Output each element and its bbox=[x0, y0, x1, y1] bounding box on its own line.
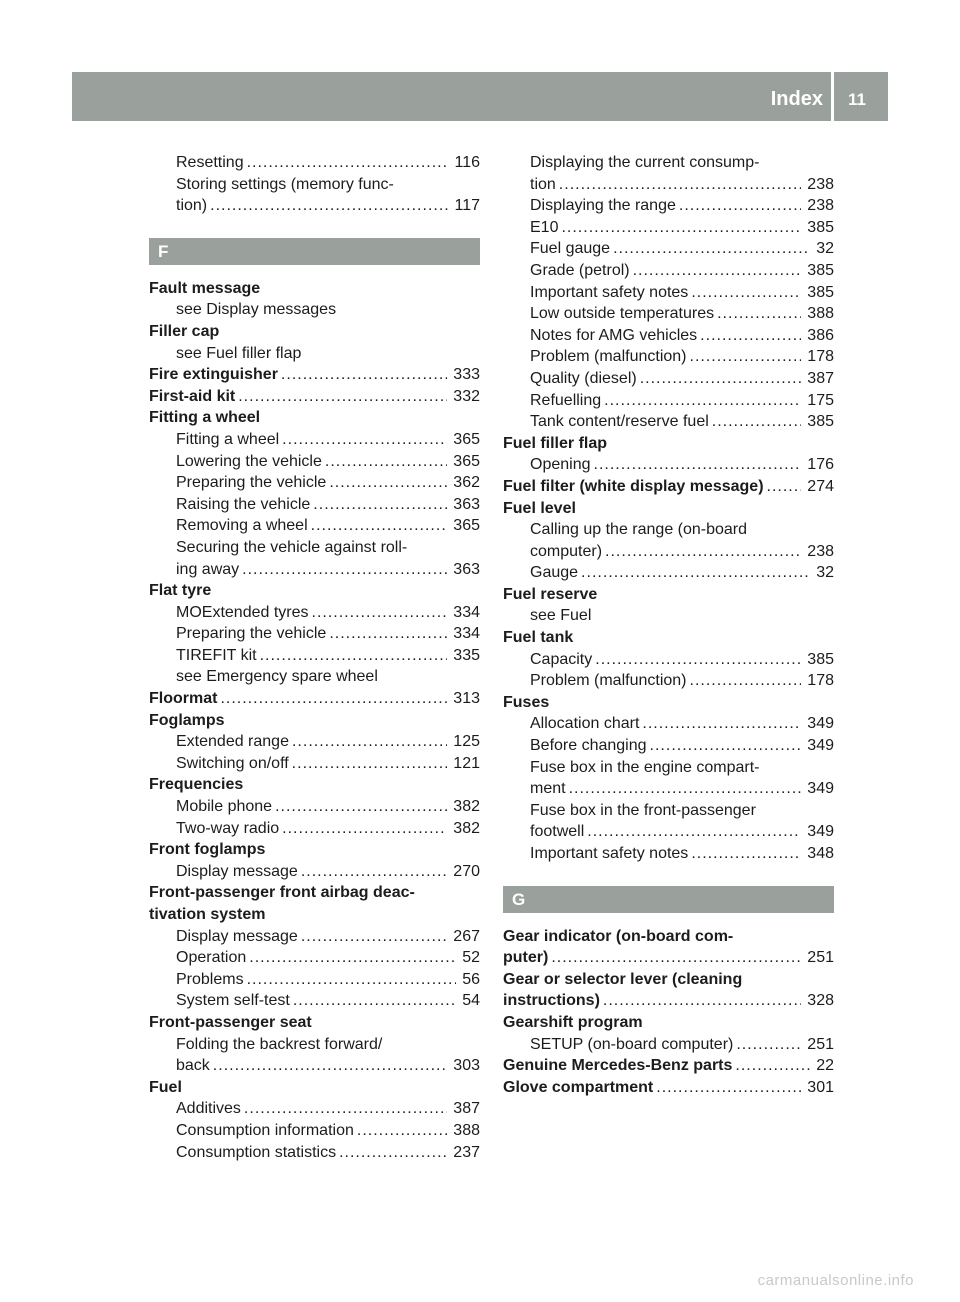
dot-leader bbox=[594, 454, 802, 476]
index-subentry[interactable] bbox=[149, 645, 480, 667]
dot-leader bbox=[312, 602, 448, 624]
index-subentry[interactable] bbox=[503, 454, 834, 476]
entry-label: Additives bbox=[176, 1100, 241, 1118]
dot-leader bbox=[213, 1055, 448, 1077]
entry-label: SETUP (on-board computer) bbox=[530, 1035, 734, 1053]
entry-label: tion) bbox=[176, 197, 208, 215]
entry-label: Front-passenger seat bbox=[149, 1013, 312, 1031]
dot-leader bbox=[569, 778, 802, 800]
entry-label: Fuel reserve bbox=[503, 585, 598, 603]
index-entry bbox=[149, 278, 480, 300]
index-subentry bbox=[149, 299, 480, 321]
entry-page-number[interactable]: 349 bbox=[807, 737, 834, 755]
index-subentry[interactable] bbox=[149, 796, 480, 818]
index-subentry[interactable] bbox=[503, 735, 834, 757]
dot-leader bbox=[656, 1077, 801, 1099]
index-subentry[interactable] bbox=[149, 494, 480, 516]
entry-label: Fuel tank bbox=[503, 629, 574, 647]
entry-label: Glove compartment bbox=[503, 1078, 654, 1096]
entry-label: see Fuel filler flap bbox=[176, 344, 302, 362]
index-subentry bbox=[149, 666, 480, 688]
index-subentry bbox=[149, 1034, 480, 1056]
index-column-right bbox=[503, 152, 834, 1098]
entry-label: Fuel level bbox=[503, 499, 576, 517]
index-subentry bbox=[149, 343, 480, 365]
entry-page-number[interactable]: 274 bbox=[807, 477, 834, 495]
entry-label: computer) bbox=[530, 542, 603, 560]
entry-label: puter) bbox=[503, 949, 549, 967]
index-subentry[interactable] bbox=[149, 731, 480, 753]
entry-page-number[interactable]: 385 bbox=[807, 261, 834, 279]
index-subentry[interactable] bbox=[503, 303, 834, 325]
index-subentry[interactable] bbox=[503, 238, 834, 260]
entry-label: Display message bbox=[176, 927, 298, 945]
dot-leader bbox=[247, 969, 457, 991]
index-subentry[interactable] bbox=[503, 174, 834, 196]
index-entry[interactable] bbox=[149, 386, 480, 408]
index-subentry[interactable] bbox=[149, 429, 480, 451]
index-entry bbox=[503, 926, 834, 948]
index-entry bbox=[149, 882, 480, 904]
entry-label: Gauge bbox=[530, 564, 579, 582]
index-entry bbox=[149, 407, 480, 429]
entry-label: E10 bbox=[530, 218, 559, 236]
index-entry bbox=[503, 1012, 834, 1034]
index-subentry[interactable] bbox=[149, 1055, 480, 1077]
entry-label: Low outside temperatures bbox=[530, 305, 715, 323]
index-subentry[interactable] bbox=[503, 217, 834, 239]
entry-label: Extended range bbox=[176, 733, 289, 751]
index-entry bbox=[149, 839, 480, 861]
index-subentry bbox=[503, 519, 834, 541]
entry-label: Gear or selector lever (cleaning bbox=[503, 970, 743, 988]
entry-label: MOExtended tyres bbox=[176, 603, 309, 621]
entry-label: ment bbox=[530, 780, 566, 798]
dot-leader bbox=[736, 1034, 801, 1056]
index-subentry[interactable] bbox=[149, 623, 480, 645]
entry-label: Filler cap bbox=[149, 322, 220, 340]
entry-page-number[interactable]: 238 bbox=[807, 542, 834, 560]
entry-label: Lowering the vehicle bbox=[176, 452, 322, 470]
entry-label: Important safety notes bbox=[530, 283, 689, 301]
entry-label: Opening bbox=[530, 456, 591, 474]
entry-page-number[interactable]: 385 bbox=[807, 413, 834, 431]
dot-leader bbox=[238, 386, 447, 408]
entry-page-number[interactable]: 237 bbox=[453, 1143, 480, 1161]
entry-page-number[interactable]: 267 bbox=[453, 927, 480, 945]
index-entry bbox=[503, 969, 834, 991]
entry-label: Fuse box in the engine compart- bbox=[530, 758, 760, 776]
dot-leader bbox=[301, 926, 447, 948]
index-entry bbox=[503, 627, 834, 649]
entry-label: back bbox=[176, 1057, 210, 1075]
index-subentry[interactable] bbox=[503, 1034, 834, 1056]
entry-label: see Display messages bbox=[176, 301, 337, 319]
entry-label: Grade (petrol) bbox=[530, 261, 630, 279]
index-entry[interactable] bbox=[503, 1055, 834, 1077]
entry-page-number[interactable]: 349 bbox=[807, 780, 834, 798]
dot-leader bbox=[282, 429, 447, 451]
entry-page-number[interactable]: 349 bbox=[807, 823, 834, 841]
entry-page-number[interactable]: 385 bbox=[807, 283, 834, 301]
entry-page-number[interactable]: 334 bbox=[453, 625, 480, 643]
index-subentry[interactable] bbox=[149, 451, 480, 473]
index-subentry[interactable] bbox=[503, 368, 834, 390]
entry-page-number[interactable]: 32 bbox=[816, 564, 834, 582]
entry-label: Important safety notes bbox=[530, 845, 689, 862]
entry-page-number[interactable]: 178 bbox=[807, 672, 834, 690]
entry-label: Fuel gauge bbox=[530, 240, 611, 258]
index-entry bbox=[149, 321, 480, 343]
dot-leader bbox=[325, 451, 447, 473]
index-entry bbox=[149, 1077, 480, 1099]
dot-leader bbox=[242, 559, 447, 581]
entry-label: Removing a wheel bbox=[176, 517, 308, 535]
entry-page-number[interactable]: 365 bbox=[453, 517, 480, 535]
dot-leader bbox=[329, 472, 447, 494]
index-subentry bbox=[149, 174, 480, 196]
dot-leader bbox=[679, 195, 801, 217]
entry-page-number[interactable]: 385 bbox=[807, 650, 834, 668]
index-subentry[interactable] bbox=[149, 1120, 480, 1142]
entry-label: Gear indicator (on-board com- bbox=[503, 927, 734, 945]
entry-label: instructions) bbox=[503, 992, 600, 1010]
entry-label: Displaying the current consump- bbox=[530, 154, 760, 171]
entry-label: Problem (malfunction) bbox=[530, 348, 687, 366]
entry-page-number[interactable]: 22 bbox=[816, 1057, 834, 1075]
index-subentry[interactable] bbox=[503, 325, 834, 347]
index-subentry[interactable] bbox=[503, 649, 834, 671]
entry-page-number[interactable]: 238 bbox=[807, 175, 834, 193]
index-subentry[interactable] bbox=[503, 713, 834, 735]
index-subentry[interactable] bbox=[149, 926, 480, 948]
index-subentry[interactable] bbox=[149, 969, 480, 991]
entry-label: Floormat bbox=[149, 690, 218, 708]
entry-label: Preparing the vehicle bbox=[176, 474, 327, 492]
entry-page-number[interactable]: 251 bbox=[807, 1035, 834, 1053]
index-subentry[interactable] bbox=[149, 559, 480, 581]
dot-leader bbox=[691, 282, 801, 304]
index-subentry[interactable] bbox=[503, 778, 834, 800]
dot-leader bbox=[551, 947, 801, 969]
dot-leader bbox=[613, 238, 810, 260]
entry-page-number[interactable]: 363 bbox=[453, 495, 480, 513]
index-entry bbox=[149, 904, 480, 926]
entry-label: Fault message bbox=[149, 279, 261, 297]
entry-label: Displaying the range bbox=[530, 197, 676, 215]
entry-page-number[interactable]: 238 bbox=[807, 197, 834, 215]
index-subentry[interactable] bbox=[149, 753, 480, 775]
index-entry bbox=[503, 584, 834, 606]
entry-page-number[interactable]: 382 bbox=[453, 819, 480, 837]
entry-label: Problems bbox=[176, 970, 244, 988]
page-number: 11 bbox=[848, 90, 866, 109]
entry-page-number[interactable]: 328 bbox=[807, 992, 834, 1010]
index-entry[interactable] bbox=[503, 476, 834, 498]
entry-page-number[interactable]: 313 bbox=[453, 690, 480, 708]
index-subentry[interactable] bbox=[503, 411, 834, 433]
dot-leader bbox=[311, 515, 448, 537]
entry-page-number[interactable]: 251 bbox=[807, 949, 834, 967]
dot-leader bbox=[767, 476, 802, 498]
index-subentry[interactable] bbox=[503, 821, 834, 843]
index-subentry[interactable] bbox=[503, 541, 834, 563]
index-subentry[interactable] bbox=[149, 602, 480, 624]
entry-page-number[interactable]: 388 bbox=[453, 1121, 480, 1139]
entry-page-number[interactable]: 125 bbox=[453, 733, 480, 751]
entry-label: tion bbox=[530, 175, 556, 193]
index-subentry[interactable] bbox=[149, 1142, 480, 1164]
dot-leader bbox=[595, 649, 801, 671]
dot-leader bbox=[561, 217, 801, 239]
dot-leader bbox=[640, 368, 802, 390]
dot-leader bbox=[244, 1098, 447, 1120]
dot-leader bbox=[587, 821, 801, 843]
index-subentry[interactable] bbox=[149, 195, 480, 217]
entry-label: Gearshift program bbox=[503, 1013, 643, 1031]
header-title: Index bbox=[770, 88, 823, 110]
entry-page-number[interactable]: 178 bbox=[807, 348, 834, 366]
dot-leader bbox=[650, 735, 802, 757]
entry-page-number[interactable]: 333 bbox=[453, 366, 480, 384]
index-column-left bbox=[149, 152, 480, 1163]
index-subentry[interactable] bbox=[503, 282, 834, 304]
dot-leader bbox=[690, 346, 802, 368]
index-entry[interactable] bbox=[503, 990, 834, 1012]
dot-leader bbox=[357, 1120, 447, 1142]
entry-label: Fuses bbox=[503, 693, 550, 711]
dot-leader bbox=[339, 1142, 447, 1164]
entry-page-number[interactable]: 388 bbox=[807, 305, 834, 323]
entry-label: Capacity bbox=[530, 650, 593, 668]
entry-label: Mobile phone bbox=[176, 798, 273, 816]
index-entry[interactable] bbox=[149, 688, 480, 710]
entry-label: Raising the vehicle bbox=[176, 495, 311, 513]
entry-label: see Fuel bbox=[530, 607, 592, 625]
dot-leader bbox=[260, 645, 448, 667]
entry-page-number[interactable]: 303 bbox=[453, 1057, 480, 1075]
entry-page-number[interactable]: 301 bbox=[807, 1078, 834, 1096]
entry-label: Display message bbox=[176, 862, 298, 880]
entry-label: Resetting bbox=[176, 154, 244, 171]
entry-label: Before changing bbox=[530, 737, 647, 755]
entry-label: Switching on/off bbox=[176, 754, 289, 772]
entry-label: Storing settings (memory func- bbox=[176, 175, 394, 193]
dot-leader bbox=[603, 990, 801, 1012]
entry-label: Fitting a wheel bbox=[149, 409, 261, 427]
entry-page-number[interactable]: 52 bbox=[462, 949, 480, 967]
header-separator bbox=[831, 72, 834, 121]
entry-label: Fuel filter (white display message) bbox=[503, 477, 764, 495]
index-entry bbox=[503, 433, 834, 455]
footer-watermark: carmanualsonline.info bbox=[757, 1272, 914, 1289]
index-subentry bbox=[503, 757, 834, 779]
dot-leader bbox=[247, 152, 449, 174]
entry-label: Problem (malfunction) bbox=[530, 672, 687, 690]
dot-leader bbox=[690, 670, 802, 692]
entry-page-number[interactable]: 176 bbox=[807, 456, 834, 474]
index-subentry[interactable] bbox=[149, 472, 480, 494]
dot-leader bbox=[717, 303, 801, 325]
dot-leader bbox=[275, 796, 447, 818]
entry-page-number[interactable]: 332 bbox=[453, 387, 480, 405]
entry-label: Fuel bbox=[149, 1078, 182, 1096]
section-header: F bbox=[149, 238, 480, 265]
dot-leader bbox=[735, 1055, 810, 1077]
index-entry bbox=[149, 1012, 480, 1034]
entry-label: footwell bbox=[530, 823, 585, 841]
dot-leader bbox=[691, 843, 801, 865]
index-subentry[interactable] bbox=[149, 152, 480, 174]
dot-leader bbox=[220, 688, 447, 710]
index-entry[interactable] bbox=[503, 1077, 834, 1099]
entry-page-number[interactable]: 334 bbox=[453, 603, 480, 621]
index-subentry[interactable] bbox=[149, 515, 480, 537]
index-subentry bbox=[149, 537, 480, 559]
entry-label: Folding the backrest forward/ bbox=[176, 1035, 383, 1053]
entry-page-number[interactable]: 363 bbox=[453, 560, 480, 578]
index-subentry[interactable] bbox=[149, 1098, 480, 1120]
index-entry bbox=[149, 774, 480, 796]
dot-leader bbox=[281, 364, 447, 386]
index-subentry[interactable] bbox=[149, 947, 480, 969]
entry-page-number[interactable]: 32 bbox=[816, 240, 834, 258]
dot-leader bbox=[581, 562, 810, 584]
entry-page-number[interactable]: 270 bbox=[453, 862, 480, 880]
entry-page-number[interactable]: 365 bbox=[453, 452, 480, 470]
entry-label: Foglamps bbox=[149, 711, 225, 729]
entry-label: Refuelling bbox=[530, 391, 602, 409]
entry-page-number[interactable]: 348 bbox=[807, 845, 834, 862]
index-subentry[interactable] bbox=[503, 670, 834, 692]
entry-label: Allocation chart bbox=[530, 715, 640, 733]
dot-leader bbox=[313, 494, 447, 516]
entry-label: Fire extinguisher bbox=[149, 366, 278, 384]
entry-label: Fuse box in the front-passenger bbox=[530, 801, 756, 819]
entry-label: Fuel filler flap bbox=[503, 434, 608, 452]
index-subentry[interactable] bbox=[149, 990, 480, 1012]
index-subentry[interactable] bbox=[503, 562, 834, 584]
dot-leader bbox=[249, 947, 456, 969]
dot-leader bbox=[292, 731, 447, 753]
entry-page-number[interactable]: 387 bbox=[453, 1100, 480, 1118]
index-subentry[interactable] bbox=[503, 346, 834, 368]
entry-label: Two-way radio bbox=[176, 819, 280, 837]
entry-label: Notes for AMG vehicles bbox=[530, 326, 698, 344]
index-subentry[interactable] bbox=[503, 260, 834, 282]
index-entry[interactable] bbox=[149, 364, 480, 386]
entry-label: System self-test bbox=[176, 992, 290, 1010]
entry-page-number[interactable]: 385 bbox=[807, 218, 834, 236]
entry-page-number[interactable]: 386 bbox=[807, 326, 834, 344]
dot-leader bbox=[293, 990, 456, 1012]
entry-page-number[interactable]: 349 bbox=[807, 715, 834, 733]
dot-leader bbox=[292, 753, 448, 775]
entry-label: Genuine Mercedes-Benz parts bbox=[503, 1057, 733, 1075]
entry-page-number[interactable]: 54 bbox=[462, 992, 480, 1010]
dot-leader bbox=[712, 411, 802, 433]
entry-label: ing away bbox=[176, 560, 240, 578]
dot-leader bbox=[700, 325, 801, 347]
entry-page-number[interactable]: 56 bbox=[462, 970, 480, 988]
entry-label: Front foglamps bbox=[149, 841, 266, 859]
index-subentry[interactable] bbox=[503, 390, 834, 412]
index-subentry bbox=[503, 800, 834, 822]
entry-label: Consumption statistics bbox=[176, 1143, 337, 1161]
entry-label: tivation system bbox=[149, 906, 266, 923]
entry-page-number[interactable]: 175 bbox=[807, 391, 834, 409]
entry-page-number[interactable]: 335 bbox=[453, 646, 480, 664]
dot-leader bbox=[301, 861, 447, 883]
entry-label: Fitting a wheel bbox=[176, 430, 280, 448]
index-subentry bbox=[503, 605, 834, 627]
dot-leader bbox=[642, 713, 801, 735]
entry-page-number[interactable]: 382 bbox=[453, 798, 480, 816]
entry-label: Calling up the range (on-board bbox=[530, 521, 748, 539]
entry-page-number[interactable]: 362 bbox=[453, 474, 480, 492]
entry-label: Tank content/reserve fuel bbox=[530, 413, 709, 431]
entry-label: Consumption information bbox=[176, 1121, 354, 1139]
entry-page-number[interactable]: 116 bbox=[454, 154, 480, 171]
entry-page-number[interactable]: 365 bbox=[453, 430, 480, 448]
entry-label: Frequencies bbox=[149, 776, 244, 794]
index-entry bbox=[149, 580, 480, 602]
index-subentry[interactable] bbox=[503, 843, 834, 865]
dot-leader bbox=[329, 623, 447, 645]
entry-page-number[interactable]: 117 bbox=[454, 197, 480, 215]
index-entry bbox=[503, 498, 834, 520]
dot-leader bbox=[559, 174, 802, 196]
index-subentry[interactable] bbox=[149, 818, 480, 840]
section-header: G bbox=[503, 886, 834, 913]
entry-label: TIREFIT kit bbox=[176, 646, 257, 664]
entry-page-number[interactable]: 121 bbox=[453, 754, 480, 772]
entry-label: Quality (diesel) bbox=[530, 369, 637, 387]
entry-label: see Emergency spare wheel bbox=[176, 668, 378, 686]
dot-leader bbox=[605, 541, 801, 563]
dot-leader bbox=[282, 818, 447, 840]
index-subentry[interactable] bbox=[503, 195, 834, 217]
index-entry bbox=[503, 692, 834, 714]
entry-page-number[interactable]: 387 bbox=[807, 369, 834, 387]
dot-leader bbox=[210, 195, 448, 217]
index-subentry bbox=[503, 152, 834, 174]
index-entry[interactable] bbox=[503, 947, 834, 969]
entry-label: Flat tyre bbox=[149, 582, 212, 600]
index-entry bbox=[149, 710, 480, 732]
dot-leader bbox=[633, 260, 802, 282]
entry-label: Preparing the vehicle bbox=[176, 625, 327, 643]
dot-leader bbox=[604, 390, 801, 412]
entry-label: Securing the vehicle against roll- bbox=[176, 538, 408, 556]
index-subentry[interactable] bbox=[149, 861, 480, 883]
entry-label: First-aid kit bbox=[149, 387, 236, 405]
entry-label: Operation bbox=[176, 949, 247, 967]
entry-label: Front-passenger front airbag deac- bbox=[149, 884, 415, 902]
